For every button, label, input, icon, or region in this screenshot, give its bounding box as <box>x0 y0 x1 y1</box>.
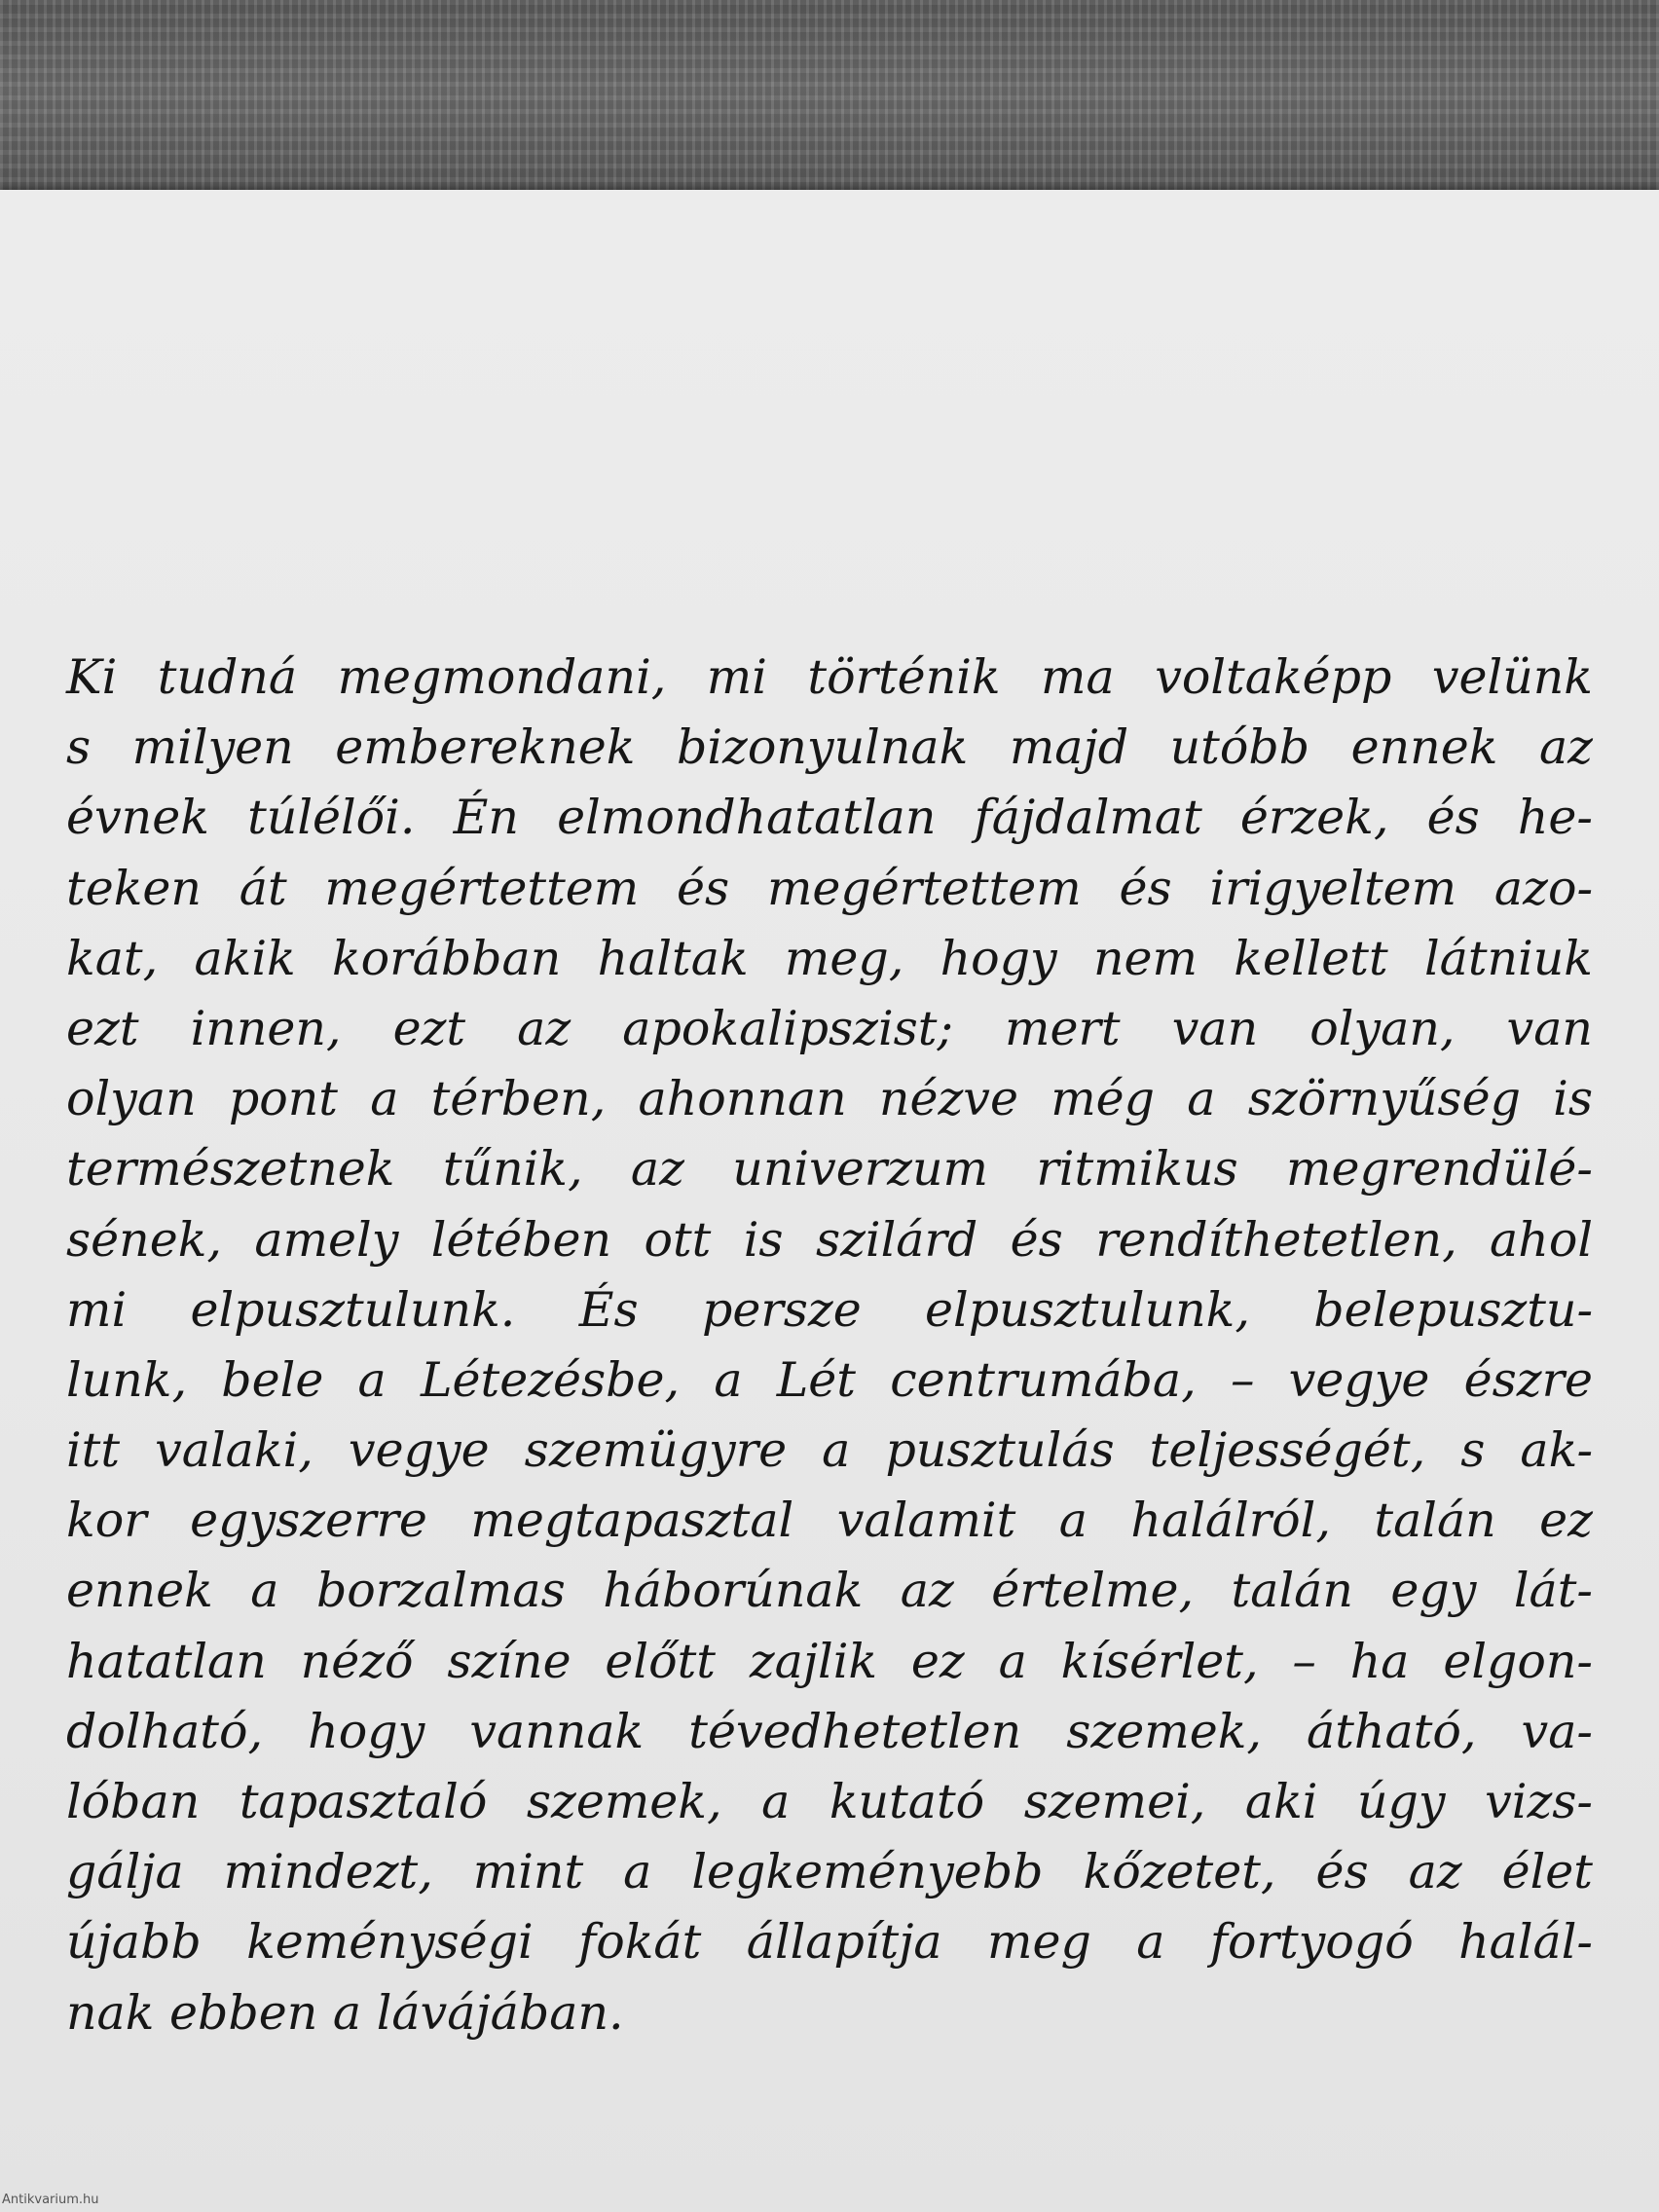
watermark: Antikvarium.hu <box>2 2193 99 2207</box>
text-line-10: mi elpusztulunk. És persze elpusztulunk, belepusztu- <box>66 1281 1593 1338</box>
text-line-14: ennek a borzalmas háborúnak az értelme, talán egy lát- <box>66 1563 1593 1619</box>
text-line-20: nak ebben a lávájában. <box>66 1984 624 2041</box>
text-line-4: teken át megértettem és megértettem és irigyeltem azo- <box>66 860 1593 916</box>
text-line-3: évnek túlélői. Én elmondhatatlan fájdalmat érzek, és he- <box>66 790 1593 846</box>
text-line-18: gálja mindezt, mint a legkeményebb kőzetet, és az élet <box>66 1844 1593 1900</box>
background-surface <box>0 0 1659 200</box>
text-line-19: újabb keménységi fokát állapítja meg a fortyogó halál- <box>66 1914 1593 1971</box>
text-line-1: Ki tudná megmondani, mi történik ma voltaképp velünk <box>66 649 1593 705</box>
text-line-9: sének, amely létében ott is szilárd és rendíthetetlen, ahol <box>66 1211 1593 1268</box>
text-line-15: hatatlan néző színe előtt zajlik ez a kísérlet, – ha elgon- <box>66 1633 1593 1689</box>
text-line-17: lóban tapasztaló szemek, a kutató szemei, aki úgy vizs- <box>66 1774 1593 1829</box>
body-text <box>66 643 1593 2048</box>
text-line-11: lunk, bele a Létezésbe, a Lét centrumába, – vegye észre <box>66 1351 1593 1408</box>
text-line-12: itt valaki, vegye szemügyre a pusztulás teljességét, s ak- <box>66 1422 1593 1479</box>
text-line-6: ezt innen, ezt az apokalipszist; mert van olyan, van <box>66 1000 1593 1056</box>
text-line-2: s milyen embereknek bizonyulnak majd utóbb ennek az <box>66 719 1593 776</box>
text-line-16: dolható, hogy vannak tévedhetetlen szemek, átható, va- <box>66 1703 1593 1759</box>
text-line-7: olyan pont a térben, ahonnan nézve még a szörnyűség is <box>66 1071 1593 1127</box>
text-line-13: kor egyszerre megtapasztal valamit a halálról, talán ez <box>66 1493 1593 1549</box>
text-line-5: kat, akik korábban haltak meg, hogy nem kellett látniuk <box>66 930 1593 986</box>
text-line-8: természetnek tűnik, az univerzum ritmikus megrendülé- <box>66 1141 1593 1198</box>
